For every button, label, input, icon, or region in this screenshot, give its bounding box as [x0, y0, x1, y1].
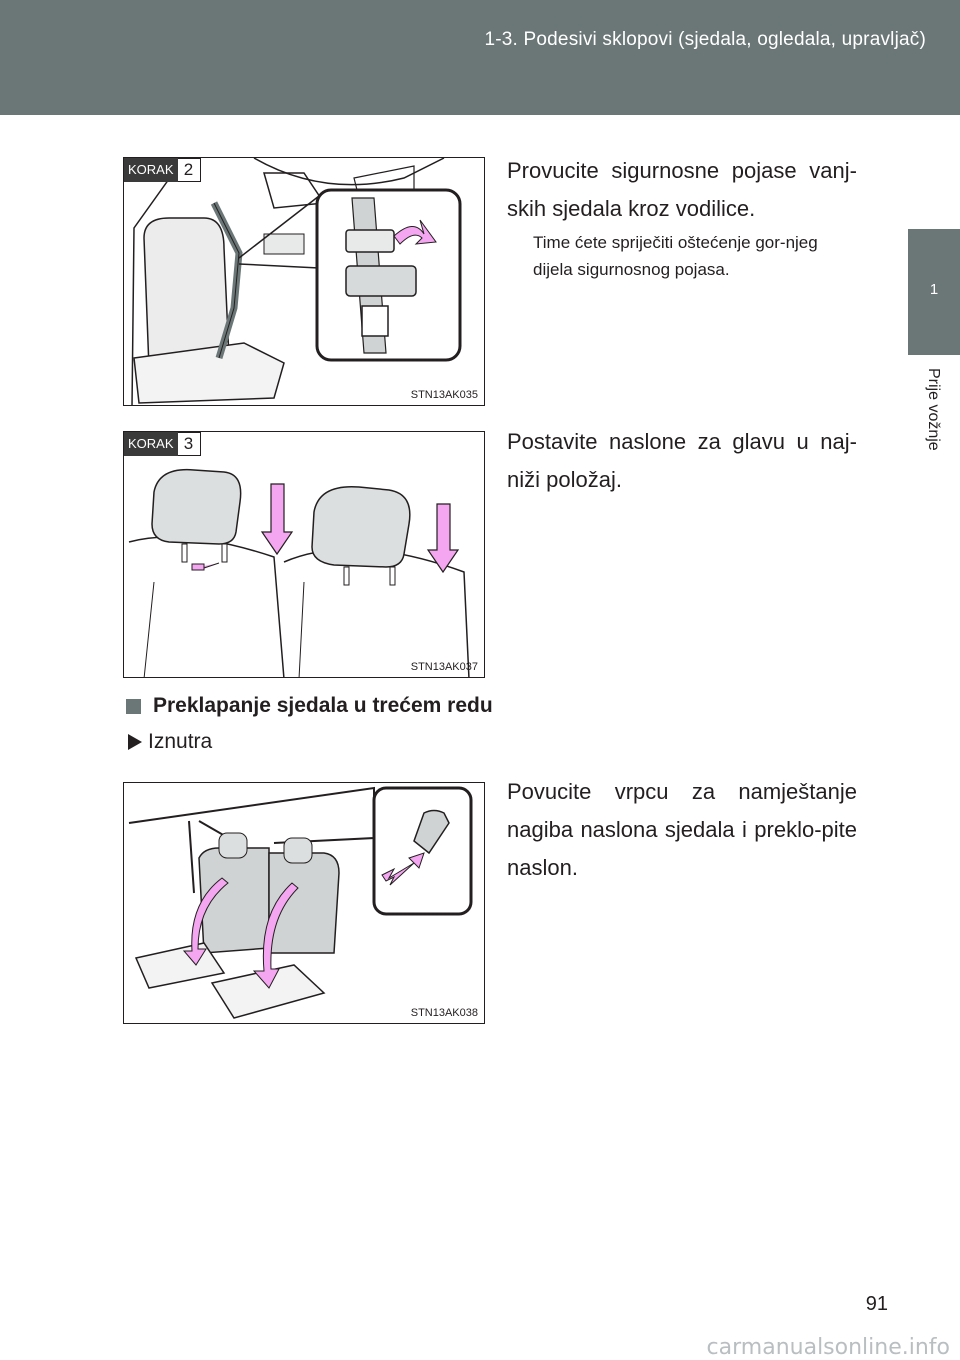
step-word: KORAK [124, 158, 178, 182]
watermark[interactable]: carmanualsonline.info [706, 1335, 950, 1360]
figure-fold-seat [123, 782, 485, 1024]
step3-instruction: Postavite naslone za glavu u naj-niži položaj. [507, 429, 857, 492]
step2-instruction: Provucite sigurnosne pojase vanj-skih sjedala kroz vodilice. [507, 158, 857, 221]
triangle-bullet-icon [128, 734, 142, 750]
fold-seat-illustration [124, 783, 485, 1024]
sub-heading-text: Iznutra [148, 730, 213, 753]
step2-note: Time ćete spriječiti oštećenje gor-njeg dijela sigurnosnog pojasa. [533, 233, 818, 279]
step-word: KORAK [124, 432, 178, 456]
section-heading-text: Preklapanje sjedala u trećem redu [153, 694, 493, 717]
figure-code: STN13AK035 [410, 389, 478, 401]
header-band [0, 0, 960, 115]
figure-headrest-lower [123, 431, 485, 678]
step-number: 2 [178, 158, 201, 182]
section-instruction: Povucite vrpcu za namještanje nagiba naslona sjedala i preklo-pite naslon. [507, 779, 857, 880]
step-number: 3 [178, 432, 201, 456]
section-heading [126, 694, 493, 718]
step-badge-3 [124, 432, 201, 456]
sub-heading [128, 730, 212, 754]
chapter-title: 1-3. Podesivi sklopovi (sjedala, ogledala, upravljač) [484, 29, 926, 50]
chapter-tab [908, 229, 960, 355]
figure-code: STN13AK037 [410, 661, 478, 673]
chapter-number: 1 [929, 281, 939, 298]
figure-seatbelt-guide [123, 157, 485, 406]
seatbelt-illustration [124, 158, 485, 406]
square-bullet-icon [126, 699, 141, 714]
headrest-illustration [124, 432, 485, 678]
step-badge-2 [124, 158, 201, 182]
chapter-label: Prije vožnje [925, 368, 942, 451]
figure-code: STN13AK038 [410, 1007, 478, 1019]
page-number: 91 [865, 1293, 888, 1315]
